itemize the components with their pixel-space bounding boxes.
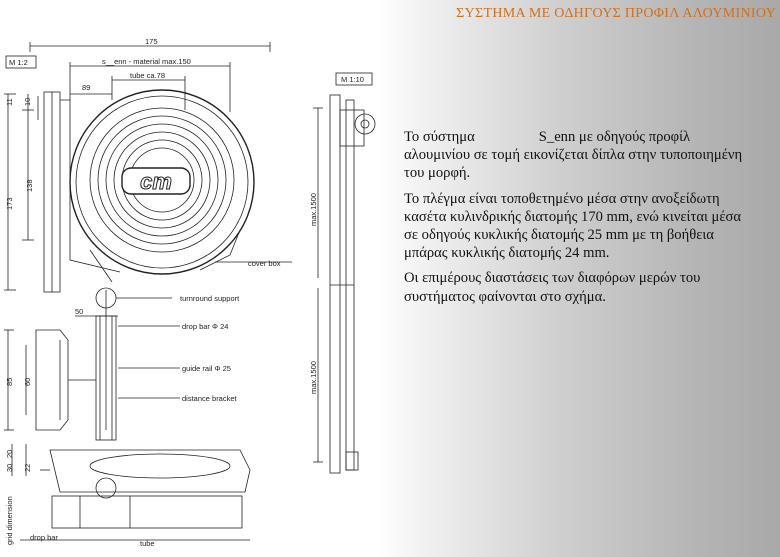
logo-text: cm <box>140 169 172 194</box>
drawing-svg <box>0 22 380 552</box>
dim-138: 138 <box>25 179 34 192</box>
label-cover-box: cover box <box>248 259 281 268</box>
scale-label-side: M 1:10 <box>341 75 364 84</box>
dim-30: 30 <box>5 463 14 472</box>
p1-start: Το σύστημα <box>404 129 475 145</box>
label-turnround-support: turnround support <box>180 294 240 303</box>
label-drop-bar: drop bar Φ 24 <box>182 322 229 331</box>
dim-22: 22 <box>23 463 32 472</box>
dim-max1500-bottom: max.1500 <box>309 361 318 394</box>
label-grid-dimension: grid dimension <box>5 496 14 545</box>
product-name: S_enn <box>538 129 576 145</box>
label-distance-bracket: distance bracket <box>182 394 237 403</box>
dim-material: s__enn - material max.150 <box>102 57 191 66</box>
label-guide-rail: guide rail Φ 25 <box>182 364 231 373</box>
dim-20: 20 <box>5 449 14 458</box>
paragraph-2: Το πλέγμα είναι τοποθετημένο μέσα στην ανοξείδωτη κασέτα κυλινδρικής διατομής 170 mm, ενώ κινείται μέσα σε οδηγούς κυκλικής διατομής 25 mm με τη βοήθεια μπάρας κυκλικής διατομής 24 mm. <box>404 190 742 262</box>
dim-max1500-top: max.1500 <box>309 193 318 226</box>
label-drop-bar-bottom: drop bar <box>30 533 58 542</box>
dim-11: 11 <box>5 98 14 106</box>
paragraph-3: Οι επιμέρους διαστάσεις των διαφόρων μερών του συστήματος φαίνονται στο σχήμα. <box>404 270 701 305</box>
dim-overall: 175 <box>145 37 158 46</box>
dim-89: 89 <box>82 83 91 92</box>
p1-rest: με οδηγούς προφίλ αλουμινίου σε τομή εικονίζεται δίπλα στην τυποποιημένη του μορφή. <box>404 129 743 182</box>
dim-60: 60 <box>23 377 32 386</box>
dim-10: 10 <box>23 97 32 106</box>
technical-drawing <box>0 22 380 552</box>
description-text <box>404 128 744 313</box>
label-tube-bottom: tube <box>140 539 155 548</box>
paragraph-1 <box>404 128 744 183</box>
slide-title: ΣΥΣΤΗΜΑ ΜΕ ΟΔΗΓΟΥΣ ΠΡΟΦΙΛ ΑΛΟΥΜΙΝΙΟΥ <box>456 6 776 21</box>
dim-tube: tube ca.78 <box>130 71 166 80</box>
scale-label-main: M 1:2 <box>9 58 28 67</box>
dim-173: 173 <box>5 197 14 210</box>
dim-50: 50 <box>75 307 84 316</box>
dim-85: 85 <box>5 377 14 386</box>
